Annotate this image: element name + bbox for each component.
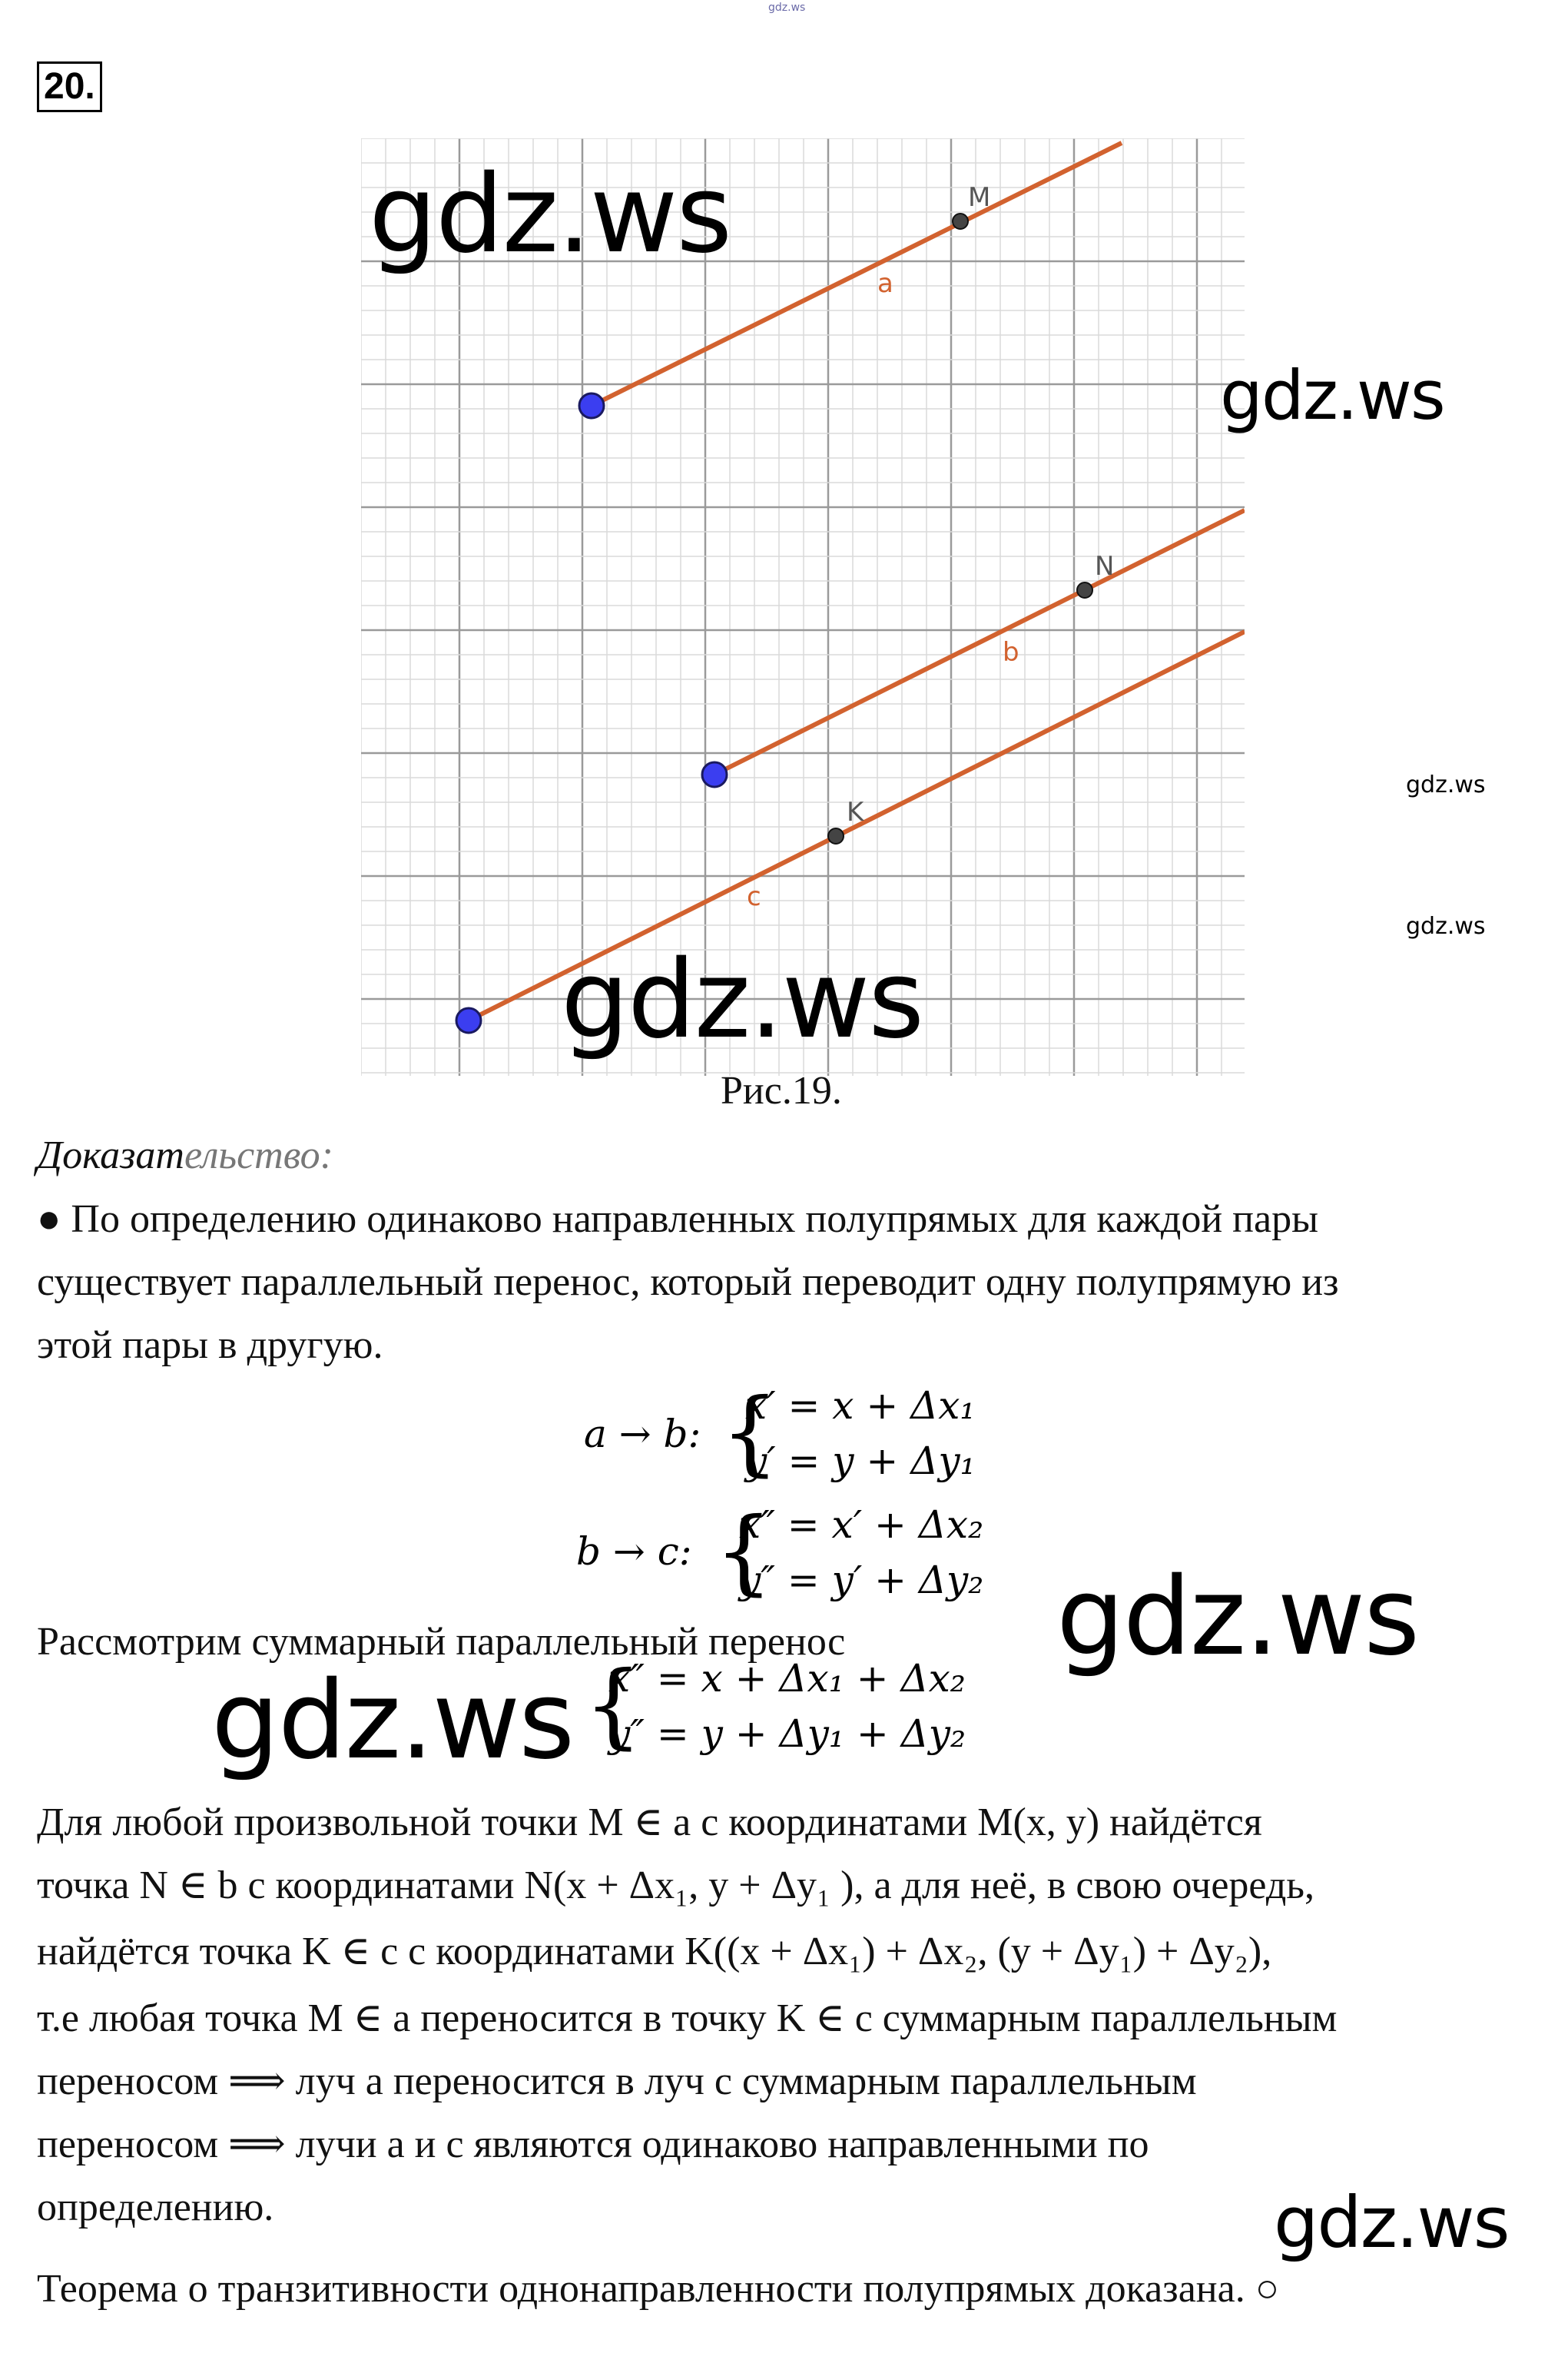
point-K — [828, 828, 844, 844]
proof-heading-start: Доказат — [37, 1133, 184, 1177]
point-label-N: N — [1095, 551, 1115, 582]
proof-heading-end: ельство: — [184, 1133, 333, 1177]
conclusion: Теорема о транзитивности однонаправленности полупрямых доказана. ○ — [37, 2267, 1280, 2311]
eq1-bottom: y′ = y + Δy₁ — [745, 1439, 976, 1483]
eq2-bottom: y″ = y′ + Δy₂ — [739, 1558, 984, 1602]
ray-c-start-point — [456, 1008, 481, 1033]
paragraph-line: Для любой произвольной точки M ∈ a с координатами M(x, y) найдётся — [37, 1800, 1262, 1844]
figure-19 — [361, 138, 1245, 1076]
eq1-label: a → b: — [584, 1412, 701, 1456]
eq2-top: x″ = x′ + Δx₂ — [739, 1502, 984, 1547]
eq2-label: b → c: — [576, 1529, 692, 1574]
watermark: gdz.ws — [561, 938, 923, 1063]
point-label-K: K — [847, 797, 864, 828]
ray-label-b: b — [1003, 637, 1019, 668]
point-N — [1077, 582, 1092, 598]
brace: { — [721, 1379, 780, 1486]
problem-number: 20. — [37, 61, 102, 112]
figure-caption: Рис.19. — [721, 1069, 842, 1113]
eq3-bottom: y″ = y + Δy₁ + Δy₂ — [608, 1711, 966, 1756]
eq3-top: x″ = x + Δx₁ + Δx₂ — [608, 1656, 966, 1701]
paragraph-line: т.е любая точка M ∈ a переносится в точку K ∈ c суммарным параллельным — [37, 1996, 1338, 2040]
brace: { — [714, 1498, 774, 1605]
brace: { — [584, 1652, 643, 1759]
paragraph-line: переносом ⟹ лучи a и c являются одинаково направленными по — [37, 2122, 1149, 2166]
ray-b-start-point — [702, 762, 727, 787]
paragraph-line: переносом ⟹ луч a переносится в луч c суммарным параллельным — [37, 2059, 1197, 2103]
ray-label-c: c — [747, 881, 761, 912]
watermark: gdz.ws — [211, 1658, 574, 1784]
watermark: gdz.ws — [1220, 356, 1444, 435]
watermark: gdz.ws — [1406, 772, 1486, 798]
point-label-M: M — [968, 182, 991, 213]
paragraph-line: найдётся точка K ∈ c с координатами K((x + Δx₁) + Δx₂, (y + Δy₁) + Δy₂), — [37, 1930, 1272, 1973]
watermark: gdz.ws — [1406, 913, 1486, 940]
points-group — [456, 214, 1092, 1033]
eq1-top: x′ = x + Δx₁ — [745, 1383, 976, 1428]
figure-canvas — [361, 138, 1245, 1076]
paragraph-line: определению. — [37, 2185, 274, 2229]
proof-heading — [37, 1123, 333, 1188]
ray-b — [714, 510, 1245, 775]
ray-a-start-point — [579, 393, 604, 418]
top-tag: gdz.ws — [768, 2, 806, 14]
watermark: gdz.ws — [369, 152, 731, 277]
sum-text: Рассмотрим суммарный параллельный перенос — [37, 1620, 846, 1664]
ray-label-a: a — [877, 268, 893, 299]
paragraph-line: точка N ∈ b с координатами N(x + Δx₁, y + Δy₁ ), а для неё, в свою очередь, — [37, 1863, 1314, 1907]
watermark: gdz.ws — [1056, 1555, 1419, 1680]
point-M — [953, 214, 968, 229]
watermark: gdz.ws — [1274, 2182, 1509, 2264]
paragraph-line: этой пары в другую. — [37, 1323, 383, 1367]
grid — [361, 138, 1245, 1076]
paragraph-line: ● По определению одинаково направленных полупрямых для каждой пары — [37, 1197, 1319, 1241]
paragraph-line: существует параллельный перенос, который переводит одну полупрямую из — [37, 1260, 1339, 1304]
